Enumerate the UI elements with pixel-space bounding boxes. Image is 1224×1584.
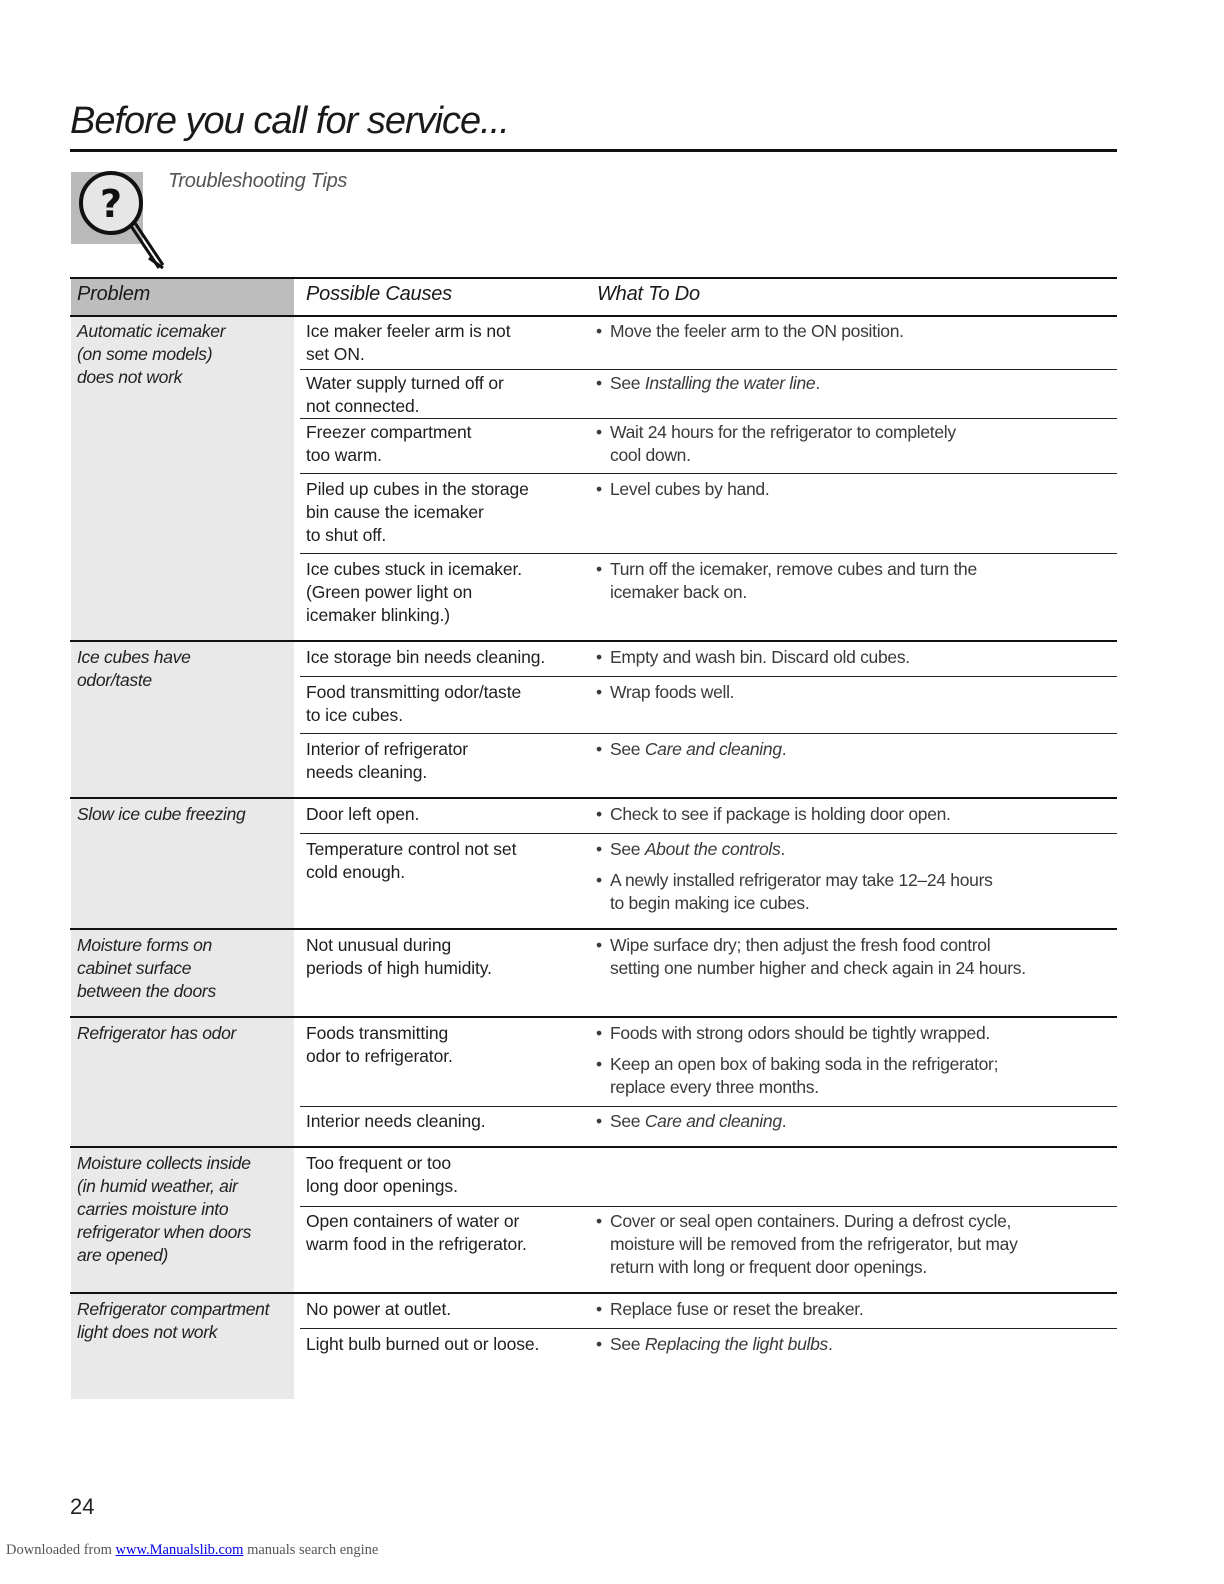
cause-cell	[306, 681, 586, 727]
row-rule	[300, 418, 1117, 419]
cause-cell	[306, 421, 586, 467]
todo-item	[596, 421, 1115, 467]
text-line: return with long or frequent door openings.	[610, 1257, 927, 1277]
cause-cell	[306, 738, 586, 784]
group-rule	[70, 928, 1117, 930]
text-line: Too frequent or too	[306, 1153, 452, 1173]
problem-cell	[77, 646, 297, 692]
cause-cell	[306, 1152, 586, 1198]
bullet-icon: •	[596, 1334, 602, 1354]
text-line: refrigerator when doors	[77, 1222, 252, 1242]
row-rule	[300, 733, 1117, 734]
text-line: Turn off the icemaker, remove cubes and turn the	[610, 559, 977, 579]
cause-cell	[306, 1110, 586, 1133]
todo-item	[596, 646, 1115, 669]
cause-cell	[306, 1022, 586, 1068]
row-rule	[300, 1206, 1117, 1207]
bullet-icon: •	[596, 321, 602, 341]
bullet-icon: •	[596, 682, 602, 702]
text-line: too warm.	[306, 445, 382, 465]
text-line: Refrigerator has odor	[77, 1023, 237, 1043]
header-possible-causes: Possible Causes	[306, 283, 452, 305]
text-line: replace every three months.	[610, 1077, 819, 1097]
section-reference: Care and cleaning	[644, 1111, 782, 1131]
cause-cell	[306, 320, 586, 366]
text-line: Open containers of water or	[306, 1211, 520, 1231]
text-line: Light bulb burned out or loose.	[306, 1334, 540, 1354]
reference-text: See	[610, 739, 645, 759]
todo-item	[596, 1053, 1115, 1099]
text-line: setting one number higher and check again in 24 hours.	[610, 958, 1026, 978]
text-line: Cover or seal open containers. During a defrost cycle,	[610, 1211, 1012, 1231]
text-line: Wrap foods well.	[610, 682, 735, 702]
text-line: Keep an open box of baking soda in the refrigerator;	[610, 1054, 999, 1074]
reference-text: .	[828, 1334, 833, 1354]
todo-item	[596, 478, 1115, 501]
text-line: Empty and wash bin. Discard old cubes.	[610, 647, 910, 667]
group-rule	[70, 640, 1117, 642]
row-rule	[300, 833, 1117, 834]
text-line: Wipe surface dry; then adjust the fresh food control	[610, 935, 991, 955]
text-line: needs cleaning.	[306, 762, 428, 782]
todo-item	[596, 1110, 1115, 1133]
section-reference: About the controls	[644, 839, 781, 859]
page-title: Before you call for service...	[70, 100, 509, 142]
cause-cell	[306, 372, 586, 418]
bullet-icon: •	[596, 739, 602, 759]
see-reference	[610, 838, 1115, 861]
text-line: Refrigerator compartment	[77, 1299, 270, 1319]
see-reference	[610, 372, 1115, 395]
text-line: periods of high humidity.	[306, 958, 492, 978]
row-rule	[300, 1328, 1117, 1329]
text-line: Ice maker feeler arm is not	[306, 321, 511, 341]
text-line: Freezer compartment	[306, 422, 472, 442]
text-line: Moisture collects inside	[77, 1153, 251, 1173]
reference-text: .	[781, 739, 787, 759]
text-line: to shut off.	[306, 525, 387, 545]
text-line: light does not work	[77, 1322, 218, 1342]
problem-cell	[77, 1298, 297, 1344]
reference-text: See	[610, 839, 645, 859]
question-mark-glyph: ?	[99, 182, 123, 226]
cause-cell	[306, 558, 586, 627]
text-line: A newly installed refrigerator may take 12–24 hours	[610, 870, 993, 890]
text-line: Foods transmitting	[306, 1023, 449, 1043]
cause-cell	[306, 934, 586, 980]
text-line: Replace fuse or reset the breaker.	[610, 1299, 864, 1319]
problem-cell	[77, 1022, 297, 1045]
section-reference: Care and cleaning	[644, 739, 782, 759]
group-rule	[70, 797, 1117, 799]
text-line: not connected.	[306, 396, 420, 416]
todo-item	[596, 1210, 1115, 1279]
manualslib-link[interactable]: www.Manualslib.com	[115, 1542, 244, 1558]
bullet-icon: •	[596, 422, 602, 442]
text-line: cabinet surface	[77, 958, 192, 978]
bullet-icon: •	[596, 1111, 602, 1131]
text-line: Check to see if package is holding door open.	[610, 804, 951, 824]
group-rule	[70, 1292, 1117, 1294]
cause-cell	[306, 803, 586, 826]
text-line: carries moisture into	[77, 1199, 229, 1219]
text-line: Automatic icemaker	[77, 321, 226, 341]
problem-cell	[77, 934, 297, 1003]
bullet-icon: •	[596, 1211, 602, 1231]
bullet-icon: •	[596, 935, 602, 955]
row-rule	[300, 1106, 1117, 1107]
reference-text: See	[610, 373, 645, 393]
see-reference	[610, 1333, 1115, 1356]
row-rule	[300, 473, 1117, 474]
text-line: Ice cubes have	[77, 647, 191, 667]
todo-item	[596, 320, 1115, 343]
text-line: Temperature control not set	[306, 839, 517, 859]
bullet-icon: •	[596, 1023, 602, 1043]
reference-text: See	[610, 1111, 645, 1131]
text-line: icemaker blinking.)	[306, 605, 450, 625]
text-line: are opened)	[77, 1245, 169, 1265]
todo-item	[596, 372, 1115, 395]
row-rule	[300, 676, 1117, 677]
cause-cell	[306, 1210, 586, 1256]
download-footer	[6, 1542, 378, 1559]
bullet-icon: •	[596, 479, 602, 499]
bullet-icon: •	[596, 559, 602, 579]
text-line: does not work	[77, 367, 183, 387]
row-rule	[300, 553, 1117, 554]
text-line: Ice storage bin needs cleaning.	[306, 647, 546, 667]
text-line: between the doors	[77, 981, 216, 1001]
bullet-icon: •	[596, 870, 602, 890]
row-rule	[300, 369, 1117, 370]
see-reference	[610, 738, 1115, 761]
footer-prefix: Downloaded from	[6, 1542, 116, 1558]
group-rule	[70, 1146, 1117, 1148]
todo-item	[596, 1298, 1115, 1321]
text-line: Foods with strong odors should be tightly wrapped.	[610, 1023, 990, 1043]
text-line: bin cause the icemaker	[306, 502, 484, 522]
problem-cell	[77, 320, 297, 389]
todo-item	[596, 1333, 1115, 1356]
text-line: Piled up cubes in the storage	[306, 479, 529, 499]
todo-item	[596, 869, 1115, 915]
cause-cell	[306, 838, 586, 884]
text-line: Door left open.	[306, 804, 420, 824]
text-line: Moisture forms on	[77, 935, 212, 955]
reference-text: .	[815, 373, 820, 393]
text-line: moisture will be removed from the refrigerator, but may	[610, 1234, 1018, 1254]
todo-item	[596, 803, 1115, 826]
text-line: set ON.	[306, 344, 365, 364]
reference-text: See	[610, 1334, 645, 1354]
question-magnifier-icon	[71, 168, 171, 278]
todo-item	[596, 738, 1115, 761]
text-line: No power at outlet.	[306, 1299, 451, 1319]
text-line: (in humid weather, air	[77, 1176, 238, 1196]
cause-cell	[306, 478, 586, 547]
text-line: Level cubes by hand.	[610, 479, 770, 499]
footer-suffix: manuals search engine	[243, 1542, 379, 1558]
group-rule	[70, 1016, 1117, 1018]
todo-item	[596, 1022, 1115, 1045]
cause-cell	[306, 1298, 586, 1321]
text-line: icemaker back on.	[610, 582, 747, 602]
text-line: warm food in the refrigerator.	[306, 1234, 527, 1254]
header-what-to-do: What To Do	[597, 283, 700, 305]
text-line: Slow ice cube freezing	[77, 804, 246, 824]
section-reference: Installing the water line	[644, 373, 816, 393]
text-line: Not unusual during	[306, 935, 452, 955]
text-line: Move the feeler arm to the ON position.	[610, 321, 904, 341]
see-reference	[610, 1110, 1115, 1133]
todo-item	[596, 838, 1115, 861]
todo-item	[596, 558, 1115, 604]
bullet-icon: •	[596, 373, 602, 393]
text-line: Ice cubes stuck in icemaker.	[306, 559, 523, 579]
text-line: Interior needs cleaning.	[306, 1111, 486, 1131]
subtitle: Troubleshooting Tips	[168, 170, 348, 192]
problem-cell	[77, 1152, 297, 1267]
bullet-icon: •	[596, 1299, 602, 1319]
reference-text: .	[781, 1111, 787, 1131]
text-line: to begin making ice cubes.	[610, 893, 810, 913]
reference-text: .	[780, 839, 786, 859]
header-problem: Problem	[77, 283, 151, 305]
group-rule	[70, 315, 1117, 317]
bullet-icon: •	[596, 804, 602, 824]
text-line: cold enough.	[306, 862, 406, 882]
text-line: (on some models)	[77, 344, 213, 364]
text-line: to ice cubes.	[306, 705, 403, 725]
text-line: odor/taste	[77, 670, 152, 690]
section-reference: Replacing the light bulbs	[644, 1334, 828, 1354]
text-line: (Green power light on	[306, 582, 473, 602]
todo-item	[596, 934, 1115, 980]
bullet-icon: •	[596, 647, 602, 667]
text-line: Interior of refrigerator	[306, 739, 468, 759]
text-line: Food transmitting odor/taste	[306, 682, 522, 702]
todo-item	[596, 681, 1115, 704]
text-line: Wait 24 hours for the refrigerator to completely	[610, 422, 956, 442]
bullet-icon: •	[596, 1054, 602, 1074]
text-line: long door openings.	[306, 1176, 458, 1196]
cause-cell	[306, 1333, 586, 1356]
text-line: cool down.	[610, 445, 691, 465]
page-number: 24	[70, 1494, 95, 1519]
text-line: odor to refrigerator.	[306, 1046, 453, 1066]
problem-cell	[77, 803, 297, 826]
cause-cell	[306, 646, 586, 669]
bullet-icon: •	[596, 839, 602, 859]
text-line: Water supply turned off or	[306, 373, 504, 393]
title-rule	[70, 149, 1117, 152]
